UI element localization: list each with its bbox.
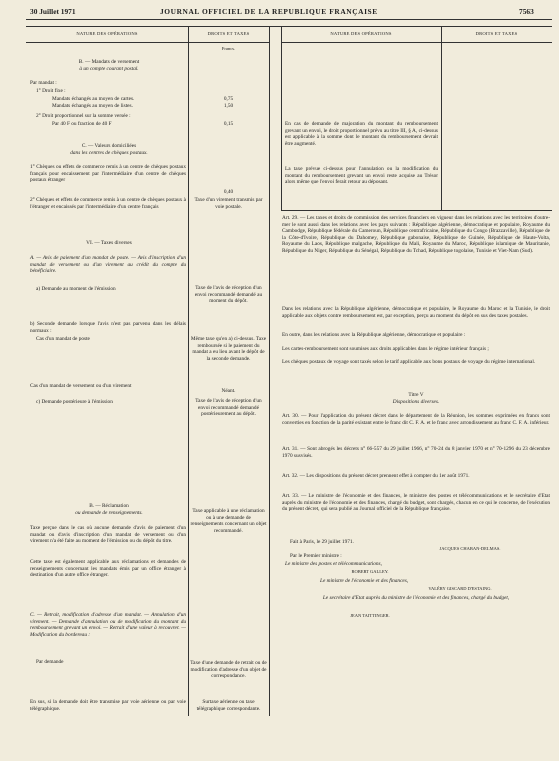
c-posterieure: c) Demande postérieure à l'émission (36, 399, 113, 405)
column-header-droits-left: DROITS ET TAXES (207, 31, 250, 36)
value-reclamation: Taxe applicable à une réclamation ou à une demande de renseignements concernant un objet recommandé. (190, 508, 267, 534)
left-column-divider (188, 26, 189, 716)
article-29-para-5: Les chèques postaux de voyage sont taxés selon le tarif applicable aux bons postaux de voyage du régime international. (282, 359, 536, 365)
en-sus-text: En sus, si la demande doit être transmise par voie aérienne ou par voie télégraphique. (30, 699, 186, 712)
section-b-title: B. — Mandats de versement (78, 59, 140, 65)
article-31: Art. 31. — Sont abrogés les décrets n° 66-557 du 29 juillet 1966, n° 70-24 du 8 janvier 1970 et n° 70-1296 du 23 décembre 1970 susvisés. (282, 446, 550, 459)
section-c-title: C. — Valeurs domiciliées (81, 143, 137, 149)
b-seconde: b) Seconde demande lorsque l'avis n'est pas parvenu dans les délais normaux : (30, 321, 186, 334)
signature-giscard: VALÉRY GISCARD D'ESTAING. (428, 586, 492, 591)
signature-chaban-delmas: JACQUES CHABAN-DELMAS. (439, 546, 501, 551)
column-header-top-rule (26, 26, 552, 27)
a-demande: a) Demande au moment de l'émission (36, 286, 116, 292)
value-en-sus: Surtaxe aérienne ou taxe télégraphique correspondante. (196, 699, 261, 712)
ministre-ptt: Le ministre des postes et télécommunications, (285, 561, 382, 567)
article-29: Art. 29. — Les taxes et droits de commission des services financiers en vigueur dans les relations avec les territoires d'outre-mer le sont aussi dans les relations avec les pays suivants : République algérienne, démocratique et populaire, Royaume du Cambodge, République fédérale du Cameroun, République centrafricaine, République du Congo (Brazzaville), République de la Côte-d'Ivoire, République du Dahomey, République gabonaise, République de Guinée, République de Haute-Volta, Royaume du Laos, République malgache, République du Mali, Royaume du Maroc, République islamique de Mauritanie, République du Niger, République du Sénégal, République du Tchad, République togolaise, Tunisie et Viet-Nam (Sud). (282, 215, 550, 254)
value-cartes: 0,75 (223, 96, 234, 102)
value-par-demande: Taxe d'une demande de retrait ou de modification d'adresse d'un objet de correspondance. (190, 660, 267, 680)
column-header-droits-right: DROITS ET TAXES (475, 31, 518, 36)
francs-label: Francs. (221, 46, 236, 51)
value-b-poste: Même taxe qu'en a) ci-dessus. Taxe remboursée si le paiement du mandat a eu lieu avant le dépôt de la seconde demande. (190, 336, 267, 362)
article-29-para-4: Les cartes-remboursement sont soumises aux droits applicables dans le régime intérieur français ; (282, 346, 489, 352)
fait-a-paris: Fait à Paris, le 29 juillet 1971. (290, 539, 354, 545)
section-b-reclamation-title: B. — Réclamation (89, 503, 129, 509)
droit-fixe-label: 1° Droit fixe : (36, 88, 66, 94)
value-par-40f: 0,15 (223, 121, 234, 127)
titre-v: Titre V (408, 392, 424, 398)
reclamation-text-1: Taxe perçue dans le cas où aucune demande d'avis de paiement d'un mandat ou d'avis d'inscription d'un mandat de versement ou d'un virement n'a été faite au moment de l'émission ou du dépôt du titre. (30, 525, 186, 545)
c1-text: 1° Chèques ou effets de commerce remis à un centre de chèques postaux français pour encaissement par l'intermédiaire d'un centre de chèques postaux étranger (30, 164, 186, 184)
signature-galley: ROBERT GALLEY. (351, 569, 389, 574)
section-a-text: A. — Avis de paiement d'un mandat de poste. — Avis d'inscription d'un mandat de versement ou d'un virement au crédit du compte du bénéficiaire. (30, 255, 186, 275)
section-b-subtitle: à un compte courant postal. (79, 66, 139, 72)
value-c2: Taxe d'un virement transmis par voie postale. (194, 197, 263, 210)
value-listes: 1,50 (223, 103, 234, 109)
column-header-bottom-rule-right (281, 42, 552, 43)
right-column-divider (441, 26, 442, 211)
header-date: 30 Juillet 1971 (30, 7, 76, 16)
right-table-bottom-rule (281, 210, 552, 211)
column-header-bottom-rule-left (26, 42, 269, 43)
mandats-listes: Mandats échangés au moyen de listes. (52, 103, 133, 109)
article-32: Art. 32. — Les dispositions du présent décret prennent effet à compter du 1er août 1971. (282, 473, 470, 479)
section-vi-title: VI. — Taxes diverses (86, 240, 132, 246)
droit-proportionnel-label: 2° Droit proportionnel sur la somme versée : (36, 113, 131, 119)
column-header-nature-left: NATURE DES OPÉRATIONS (76, 31, 138, 36)
par-le-premier-ministre: Par le Premier ministre : (290, 553, 342, 559)
value-c1: 0,40 (223, 189, 234, 195)
dispositions-diverses: Dispositions diverses. (392, 399, 440, 405)
par-mandat-label: Par mandat : (30, 80, 57, 86)
left-table-right-border (269, 26, 270, 716)
b-mandat-poste: Cas d'un mandat de poste (36, 336, 90, 342)
reclamation-text-2: Cette taxe est également applicable aux réclamations et demandes de renseignements concernant les mandats émis par un office étranger à destination d'un autre office étranger. (30, 559, 186, 579)
secretaire-etat: Le secrétaire d'Etat auprès du ministre de l'économie et des finances, chargé du budget, (322, 595, 510, 601)
signature-taittinger: JEAN TAITTINGER. (350, 613, 390, 618)
c2-text: 2° Chèques et effets de commerce remis à un centre de chèques postaux à l'étranger et encaissés par l'intermédiaire d'un centre français (30, 197, 187, 210)
par-40f-label: Par 40 F ou fraction de 40 F (52, 121, 112, 127)
article-29-para-2: Dans les relations avec la République algérienne, démocratique et populaire, le Royaume du Maroc et la Tunisie, le droit applicable aux objets contre remboursement est, par exception, perçu au moment du dépôt en sus des taxes postales. (282, 306, 550, 319)
b-mandat-versement: Cas d'un mandat de versement ou d'un virement (30, 383, 132, 389)
value-c-posterieure: Taxe de l'avis de réception d'un envoi recommandé demandé postérieurement au dépôt. (195, 398, 262, 418)
section-c-retrait: C. — Retrait, modification d'adresse d'un mandat. — Annulation d'un virement. — Demande d'annulation ou de modification du montant du remboursement grevant un envoi. — Retrait d'une valeur à recouvrer. — Modification du bordereau : (30, 612, 186, 638)
mandats-cartes: Mandats échangés au moyen de cartes. (52, 96, 135, 102)
right-top-text-1: En cas de demande de majoration du montant du remboursement grevant un envoi, le droit proportionnel prévu au titre III, § A, ci-dessus est applicable à la somme dont le montant du remboursement devrait être augmenté. (285, 121, 438, 147)
page-number: 7563 (519, 7, 534, 16)
par-demande: Par demande (36, 659, 64, 665)
header-rule (26, 19, 552, 20)
value-a: Taxe de l'avis de réception d'un envoi recommandé demandé au moment du dépôt. (194, 285, 263, 305)
section-c-subtitle: dans les centres de chèques postaux. (70, 150, 148, 156)
header-title: JOURNAL OFFICIEL DE LA REPUBLIQUE FRANÇAISE (160, 7, 378, 16)
article-29-para-3: En outre, dans les relations avec la République algérienne, démocratique et populaire : (282, 332, 466, 338)
value-b-versement: Néant. (221, 388, 236, 394)
article-33: Art. 33. — Le ministre de l'économie et des finances, le ministre des postes et télécommunications et le secrétaire d'Etat auprès du ministre de l'économie et des finances, chargé du budget, sont chargés, chacun en ce qui le concerne, de l'exécution du présent décret, qui sera publié au Journal officiel de la République française. (282, 493, 550, 513)
column-header-nature-right: NATURE DES OPÉRATIONS (330, 31, 392, 36)
ministre-economie: Le ministre de l'économie et des finances, (320, 578, 409, 584)
article-30: Art. 30. — Pour l'application du présent décret dans le département de la Réunion, les sommes exprimées en francs sont converties en fonction de la parité existant entre le franc dit C. F. A. et le franc avec arrondissement au franc C. F. A. inférieur. (282, 413, 550, 426)
right-table-left-border (281, 26, 282, 211)
section-b-reclamation-subtitle: ou demande de renseignements. (75, 510, 143, 516)
right-top-text-2: La taxe prévue ci-dessus pour l'annulation ou la modification du montant du remboursement grevant un envoi reste acquise au Trésor alors même que l'envoi ferait retour au déposant. (285, 166, 438, 186)
